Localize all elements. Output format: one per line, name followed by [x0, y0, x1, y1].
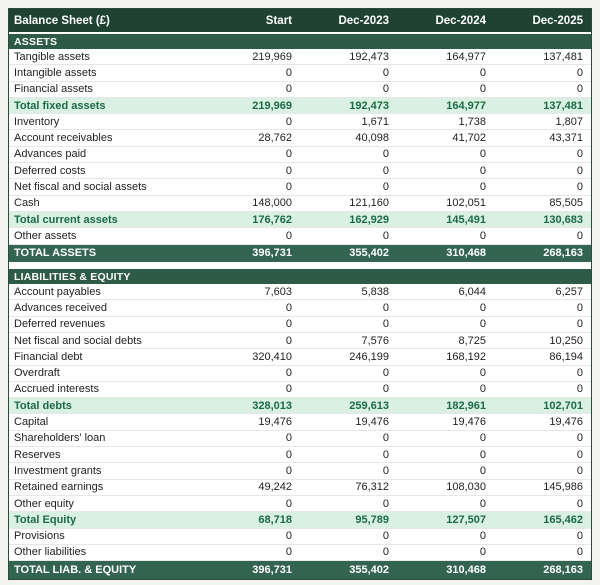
- section-assets: [9, 34, 591, 262]
- row-label: Other liabilities: [14, 546, 87, 559]
- row-value: 0: [382, 497, 389, 510]
- row-label: Total current assets: [14, 213, 118, 226]
- row-value: 268,163: [543, 563, 583, 576]
- row-value: 0: [479, 367, 486, 380]
- row-value: 0: [479, 546, 486, 559]
- row-value: 0: [479, 148, 486, 161]
- row-value: 0: [382, 229, 389, 242]
- table-row: [9, 512, 591, 528]
- row-value: 0: [576, 432, 583, 445]
- row-value: 355,402: [349, 247, 389, 260]
- row-value: 0: [479, 530, 486, 543]
- row-value: 165,462: [543, 513, 583, 526]
- row-value: 127,507: [446, 513, 486, 526]
- row-value: 1,807: [555, 115, 583, 128]
- row-value: 7,603: [264, 285, 292, 298]
- column-header-dec-2023: Dec-2023: [338, 14, 389, 27]
- row-value: 0: [285, 164, 292, 177]
- table-body: [9, 34, 591, 579]
- row-label: Other assets: [14, 229, 77, 242]
- section-header-label: ASSETS: [14, 35, 58, 48]
- row-value: 19,476: [452, 416, 486, 429]
- row-value: 219,969: [252, 99, 292, 112]
- row-value: 0: [382, 464, 389, 477]
- row-value: 6,044: [458, 285, 486, 298]
- row-label: Account receivables: [14, 132, 113, 145]
- row-label: Overdraft: [14, 367, 60, 380]
- table-row: [9, 179, 591, 195]
- table-row: [9, 98, 591, 114]
- row-value: 0: [576, 181, 583, 194]
- row-label: Total Equity: [14, 513, 77, 526]
- row-value: 0: [576, 383, 583, 396]
- row-value: 0: [382, 530, 389, 543]
- row-value: 0: [479, 302, 486, 314]
- row-value: 0: [285, 448, 292, 461]
- row-value: 0: [479, 432, 486, 445]
- row-label: Shareholders' loan: [14, 432, 106, 445]
- row-value: 0: [576, 164, 583, 177]
- row-value: 43,371: [549, 132, 583, 145]
- row-value: 355,402: [349, 563, 389, 576]
- row-value: 182,961: [446, 399, 486, 412]
- row-value: 396,731: [252, 563, 292, 576]
- row-value: 0: [285, 83, 292, 96]
- row-label: Financial assets: [14, 83, 93, 96]
- row-value: 176,762: [252, 213, 292, 226]
- row-value: 0: [576, 367, 583, 380]
- row-label: Deferred revenues: [14, 318, 106, 331]
- row-label: Investment grants: [14, 464, 102, 477]
- row-value: 8,725: [458, 334, 486, 347]
- row-value: 108,030: [446, 481, 486, 494]
- row-value: 0: [479, 464, 486, 477]
- row-value: 148,000: [252, 197, 292, 210]
- row-value: 310,468: [446, 247, 486, 260]
- table-row: [9, 130, 591, 146]
- row-value: 0: [285, 181, 292, 194]
- table-row: [9, 333, 591, 349]
- table-row: [9, 284, 591, 300]
- row-value: 102,701: [543, 399, 583, 412]
- table-row: [9, 317, 591, 333]
- row-value: 145,491: [446, 213, 486, 226]
- row-value: 162,929: [349, 213, 389, 226]
- row-value: 0: [576, 546, 583, 559]
- table-row: [9, 398, 591, 414]
- table-row: [9, 431, 591, 447]
- row-value: 0: [382, 546, 389, 559]
- row-label: Total debts: [14, 399, 72, 412]
- row-label: Advances received: [14, 302, 107, 314]
- row-value: 86,194: [549, 350, 583, 363]
- row-value: 1,671: [361, 115, 389, 128]
- table-row: [9, 545, 591, 561]
- row-value: 0: [382, 367, 389, 380]
- row-value: 19,476: [355, 416, 389, 429]
- table-row: [9, 480, 591, 496]
- row-value: 137,481: [543, 99, 583, 112]
- row-label: Intangible assets: [14, 66, 97, 79]
- table-row: [9, 382, 591, 398]
- row-label: Tangible assets: [14, 50, 90, 63]
- row-value: 0: [382, 148, 389, 161]
- row-value: 328,013: [252, 399, 292, 412]
- section-header-assets: [9, 34, 591, 49]
- column-header-dec-2024: Dec-2024: [435, 14, 486, 27]
- row-value: 0: [576, 318, 583, 331]
- row-value: 0: [382, 448, 389, 461]
- table-row: [9, 561, 591, 579]
- row-label: Inventory: [14, 115, 60, 128]
- row-value: 0: [479, 497, 486, 510]
- row-value: 0: [382, 164, 389, 177]
- row-value: 268,163: [543, 247, 583, 260]
- section-header-liabilities-equity: [9, 269, 591, 284]
- column-header-start: Start: [265, 14, 292, 27]
- row-value: 76,312: [355, 481, 389, 494]
- row-value: 6,257: [555, 285, 583, 298]
- row-value: 0: [479, 229, 486, 242]
- row-value: 85,505: [549, 197, 583, 210]
- row-value: 0: [382, 318, 389, 331]
- row-label: Reserves: [14, 448, 61, 461]
- table-row: [9, 196, 591, 212]
- table-row: [9, 245, 591, 263]
- row-value: 0: [576, 302, 583, 314]
- row-value: 19,476: [258, 416, 292, 429]
- table-row: [9, 49, 591, 65]
- row-label: TOTAL ASSETS: [14, 247, 97, 260]
- row-label: Other equity: [14, 497, 74, 510]
- row-label: TOTAL LIAB. & EQUITY: [14, 563, 137, 576]
- row-value: 145,986: [543, 481, 583, 494]
- row-value: 0: [285, 464, 292, 477]
- row-value: 246,199: [349, 350, 389, 363]
- balance-sheet-table: [8, 8, 592, 580]
- table-row: [9, 147, 591, 163]
- row-value: 219,969: [252, 50, 292, 63]
- row-value: 0: [285, 148, 292, 161]
- row-label: Deferred costs: [14, 164, 86, 177]
- row-label: Total fixed assets: [14, 99, 106, 112]
- row-value: 10,250: [549, 334, 583, 347]
- row-label: Net fiscal and social debts: [14, 334, 142, 347]
- column-header-dec-2025: Dec-2025: [532, 14, 583, 27]
- row-value: 68,718: [258, 513, 292, 526]
- row-value: 259,613: [349, 399, 389, 412]
- row-value: 192,473: [349, 99, 389, 112]
- row-value: 49,242: [258, 481, 292, 494]
- row-value: 0: [382, 83, 389, 96]
- row-value: 0: [285, 383, 292, 396]
- row-value: 7,576: [361, 334, 389, 347]
- table-row: [9, 163, 591, 179]
- table-row: [9, 212, 591, 228]
- row-value: 320,410: [252, 350, 292, 363]
- row-value: 0: [479, 164, 486, 177]
- row-label: Provisions: [14, 530, 65, 543]
- row-value: 40,098: [355, 132, 389, 145]
- row-value: 0: [479, 318, 486, 331]
- row-value: 0: [285, 546, 292, 559]
- row-value: 95,789: [355, 513, 389, 526]
- row-value: 102,051: [446, 197, 486, 210]
- row-value: 0: [479, 66, 486, 79]
- row-value: 0: [576, 66, 583, 79]
- table-row: [9, 300, 591, 316]
- row-value: 0: [382, 302, 389, 314]
- row-value: 0: [285, 115, 292, 128]
- row-value: 28,762: [258, 132, 292, 145]
- row-value: 0: [285, 229, 292, 242]
- row-value: 0: [382, 66, 389, 79]
- row-value: 0: [285, 367, 292, 380]
- row-value: 0: [576, 497, 583, 510]
- row-value: 396,731: [252, 247, 292, 260]
- row-value: 0: [382, 383, 389, 396]
- row-value: 0: [576, 229, 583, 242]
- table-row: [9, 366, 591, 382]
- table-row: [9, 463, 591, 479]
- row-value: 0: [576, 83, 583, 96]
- table-row: [9, 114, 591, 130]
- row-value: 310,468: [446, 563, 486, 576]
- row-value: 0: [479, 448, 486, 461]
- row-value: 192,473: [349, 50, 389, 63]
- row-value: 0: [285, 334, 292, 347]
- row-label: Capital: [14, 416, 49, 429]
- row-label: Net fiscal and social assets: [14, 181, 147, 194]
- row-value: 5,838: [361, 285, 389, 298]
- table-row: [9, 228, 591, 244]
- row-value: 0: [382, 181, 389, 194]
- row-label: Retained earnings: [14, 481, 104, 494]
- row-value: 0: [479, 383, 486, 396]
- row-value: 0: [285, 530, 292, 543]
- row-value: 121,160: [349, 197, 389, 210]
- row-value: 0: [479, 181, 486, 194]
- row-value: 137,481: [543, 50, 583, 63]
- row-value: 130,683: [543, 213, 583, 226]
- row-value: 0: [576, 530, 583, 543]
- row-value: 0: [285, 432, 292, 445]
- row-value: 0: [285, 66, 292, 79]
- row-value: 0: [576, 448, 583, 461]
- table-row: [9, 447, 591, 463]
- row-label: Financial debt: [14, 350, 83, 363]
- section-liabilities-equity: [9, 269, 591, 579]
- row-value: 0: [576, 464, 583, 477]
- table-title: Balance Sheet (£): [14, 14, 110, 27]
- row-label: Account payables: [14, 285, 101, 298]
- row-value: 168,192: [446, 350, 486, 363]
- row-value: 0: [285, 318, 292, 331]
- row-value: 0: [382, 432, 389, 445]
- table-row: [9, 529, 591, 545]
- table-row: [9, 349, 591, 365]
- row-value: 1,738: [458, 115, 486, 128]
- table-row: [9, 82, 591, 98]
- row-label: Cash: [14, 197, 40, 210]
- row-value: 19,476: [549, 416, 583, 429]
- row-value: 164,977: [446, 99, 486, 112]
- row-value: 164,977: [446, 50, 486, 63]
- row-value: 0: [285, 497, 292, 510]
- row-value: 0: [479, 83, 486, 96]
- row-label: Accrued interests: [14, 383, 99, 396]
- section-header-label: LIABILITIES & EQUITY: [14, 270, 131, 283]
- row-value: 0: [576, 148, 583, 161]
- table-header-row: [9, 9, 591, 32]
- row-value: 41,702: [452, 132, 486, 145]
- table-row: [9, 496, 591, 512]
- table-row: [9, 414, 591, 430]
- row-value: 0: [285, 302, 292, 314]
- row-label: Advances paid: [14, 148, 87, 161]
- table-row: [9, 65, 591, 81]
